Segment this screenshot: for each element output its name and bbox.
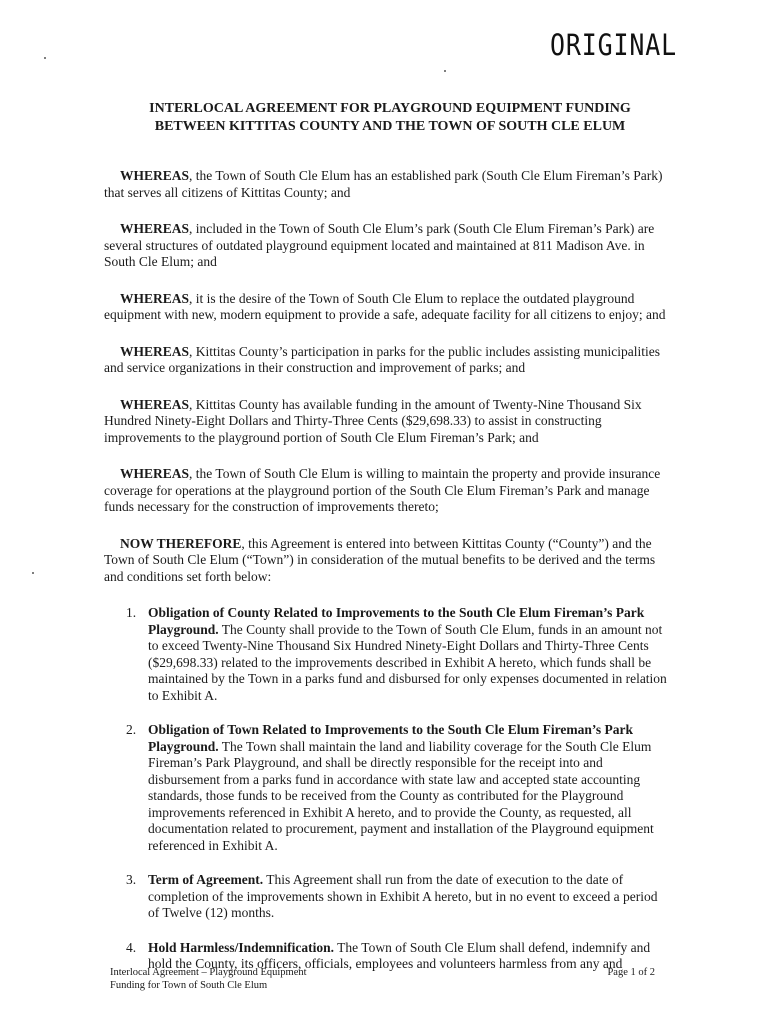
agreement-terms-list [104, 605, 672, 973]
recital-text: , the Town of South Cle Elum is willing to maintain the property and provide insurance coverage for operations at the playground portion of the South Cle Elum Fireman’s Park and manage funds necessary for the construction of improvements thereto; [104, 466, 661, 514]
recital-text: , this Agreement is entered into between Kittitas County (“County”) and the Town of South Cle Elum (“Town”) in consideration of the mutual benefits to be derived and the terms and conditions set forth below: [104, 535, 656, 584]
recital-text: , the Town of South Cle Elum has an established park (South Cle Elum Fireman’s Park) that serves all citizens of Kittitas County; and [104, 168, 663, 200]
recital-lead: WHEREAS [120, 290, 190, 306]
original-stamp: ORIGINAL [550, 28, 678, 62]
recital-paragraph [104, 397, 672, 447]
scan-speck [32, 572, 34, 574]
title-line-2: BETWEEN KITTITAS COUNTY AND THE TOWN OF SOUTH CLE ELUM [154, 119, 626, 134]
scan-speck [444, 70, 446, 72]
agreement-term-item [104, 872, 672, 922]
page-footer [110, 966, 655, 992]
recital-lead: WHEREAS [120, 168, 190, 183]
footer-line-1: Interlocal Agreement – Playground Equipment [110, 967, 307, 978]
term-number: 2. [126, 722, 137, 737]
footer-doc-info [110, 966, 307, 992]
recital-paragraph [104, 291, 672, 324]
title-line-1: INTERLOCAL AGREEMENT FOR PLAYGROUND EQUIPMENT FUNDING [149, 101, 631, 116]
agreement-term-item [104, 605, 672, 704]
term-text: The Town shall maintain the land and liability coverage for the South Cle Elum Fireman’s Park Playground, and shall be directly responsible for the receipt into and disbursement from a parks fund in accordance with state law and accepted state accounting standards, those funds to be received from the County as contributed for the Playground improvements referenced in Exhibit A hereto, and to provide the County, as requested, all documentation related to procurement, payment and installation of the Playground equipment referenced in Exhibit A. [148, 738, 654, 853]
recital-paragraph [104, 344, 672, 377]
scan-speck [44, 57, 46, 59]
term-heading: Obligation of County Related to Improvements to the South Cle Elum Fireman’s Park Playground. [148, 605, 645, 637]
term-number: 3. [126, 872, 137, 887]
recital-lead: WHEREAS [120, 343, 190, 359]
document-title [105, 100, 675, 136]
agreement-term-item [104, 722, 672, 854]
term-text: The County shall provide to the Town of South Cle Elum, funds in an amount not to exceed Twenty-Nine Thousand Six Hundred Ninety-Eight Dollars and Thirty-Three Cents ($29,698.33) related to the improvements described in Exhibit A hereto, which funds shall be maintained by the Town in a parks fund and disbursed for only expenses documented in relation to Exhibit A. [148, 621, 667, 703]
term-text: The Town of South Cle Elum shall defend, indemnify and hold the County, its officers, officials, employees and volunteers harmless from any and [148, 939, 651, 971]
recital-paragraph [104, 466, 672, 516]
term-text: This Agreement shall run from the date of execution to the date of completion of the improvements shown in Exhibit A hereto, but in no event to exceed a period of Twelve (12) months. [148, 872, 658, 920]
term-heading: Obligation of Town Related to Improvements to the South Cle Elum Fireman’s Park Playground. [148, 722, 634, 754]
term-heading: Term of Agreement. [148, 872, 264, 887]
term-number: 1. [126, 605, 137, 620]
recital-text: , Kittitas County has available funding in the amount of Twenty-Nine Thousand Six Hundred Ninety-Eight Dollars and Thirty-Three Cents ($29,698.33) to assist in constructing improvements to the playground portion of South Cle Elum Fireman’s Park; and [104, 396, 642, 445]
recital-text: , it is the desire of the Town of South Cle Elum to replace the outdated playground equipment with new, modern equipment to provide a safe, adequate facility for all citizens to enjoy; and [104, 290, 666, 322]
recital-paragraph [104, 168, 672, 201]
page-number: Page 1 of 2 [607, 967, 655, 978]
term-number: 4. [126, 939, 137, 955]
term-heading: Hold Harmless/Indemnification. [148, 939, 335, 955]
recital-lead: NOW THEREFORE [120, 535, 242, 551]
recital-lead: WHEREAS [120, 466, 190, 481]
recital-paragraph [104, 221, 672, 271]
recital-lead: WHEREAS [120, 221, 190, 236]
now-therefore-paragraph [104, 536, 672, 586]
recital-text: , Kittitas County’s participation in parks for the public includes assisting municipalities and service organizations in their construction and improvement of parks; and [104, 343, 660, 375]
recital-text: , included in the Town of South Cle Elum’s park (South Cle Elum Fireman’s Park) are several structures of outdated playground equipment located and maintained at 811 Madison Ave. in South Cle Elum; and [104, 221, 655, 269]
footer-line-2: Funding for Town of South Cle Elum [110, 980, 268, 991]
recital-lead: WHEREAS [120, 396, 190, 412]
document-body [104, 168, 672, 991]
